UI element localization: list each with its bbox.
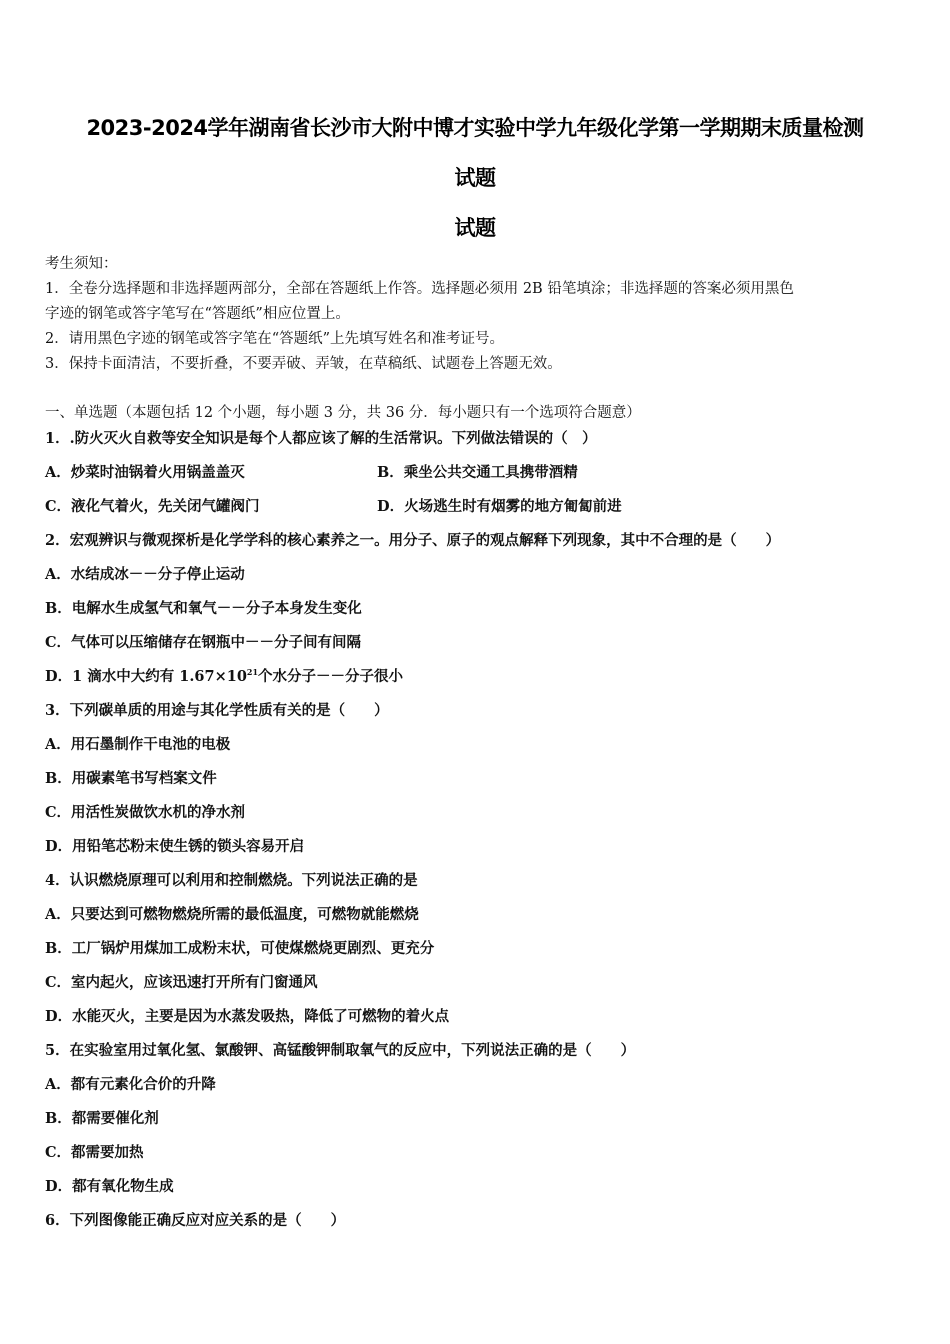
question-stem: 5．在实验室用过氧化氢、氯酸钾、高锰酸钾制取氧气的反应中，下列说法正确的是（ ） — [45, 1042, 636, 1059]
option-a: A．炒菜时油锅着火用锅盖盖灭 — [45, 464, 245, 481]
option-a: A．都有元素化合价的升降 — [45, 1076, 216, 1093]
option-b: B．乘坐公共交通工具携带酒精 — [377, 464, 578, 481]
option-b: B．都需要催化剂 — [45, 1110, 159, 1127]
option-d-exponent: 21 — [246, 667, 259, 678]
option-a: A．水结成冰－－分子停止运动 — [45, 566, 245, 583]
option-c: C．室内起火，应该迅速打开所有门窗通风 — [45, 974, 318, 991]
option-c: C．液化气着火，先关闭气罐阀门 — [45, 498, 260, 515]
option-d: D．用铅笔芯粉末使生锈的锁头容易开启 — [45, 838, 305, 855]
option-c: C．用活性炭做饮水机的净水剂 — [45, 804, 246, 821]
option-d: D．水能灭火，主要是因为水蒸发吸热，降低了可燃物的着火点 — [45, 1008, 450, 1025]
question-stem: 1．.防火灭火自救等安全知识是每个人都应该了解的生活常识。下列做法错误的（ ） — [45, 430, 597, 447]
option-d — [45, 665, 403, 686]
notice-item: 3．保持卡面清洁，不要折叠，不要弄破、弄皱，在草稿纸、试题卷上答题无效。 — [45, 356, 562, 372]
question-stem: 6．下列图像能正确反应对应关系的是（ ） — [45, 1212, 346, 1229]
option-c: C．都需要加热 — [45, 1144, 144, 1161]
option-d-prefix: D．1 滴水中大约有 1.67×10 — [45, 668, 247, 685]
exam-subtitle: 试题 — [454, 216, 496, 240]
exam-title: 2023-2024学年湖南省长沙市大附中博才实验中学九年级化学第一学期期末质量检测 — [86, 116, 864, 140]
option-a: A．只要达到可燃物燃烧所需的最低温度，可燃物就能燃烧 — [45, 906, 419, 923]
option-c: C．气体可以压缩储存在钢瓶中－－分子间有间隔 — [45, 634, 362, 651]
option-d: D．火场逃生时有烟雾的地方匍匐前进 — [377, 498, 622, 515]
notice-item: 1．全卷分选择题和非选择题两部分，全部在答题纸上作答。选择题必须用 2B 铅笔填涂；非选择题的答案必须用黑色 — [45, 281, 794, 297]
question-stem: 2．宏观辨识与微观探析是化学学科的核心素养之一。用分子、原子的观点解释下列现象，其中不合理的是（ ） — [45, 532, 781, 549]
section-heading: 一、单选题（本题包括 12 个小题，每小题 3 分，共 36 分．每小题只有一个选项符合题意） — [45, 405, 641, 421]
option-b: B．工厂锅炉用煤加工成粉末状，可使煤燃烧更剧烈、更充分 — [45, 940, 435, 957]
exam-title-line2: 试题 — [454, 166, 496, 190]
notice-item: 字迹的钢笔或答字笔写在“答题纸”相应位置上。 — [45, 306, 350, 322]
question-stem: 4．认识燃烧原理可以利用和控制燃烧。下列说法正确的是 — [45, 872, 418, 889]
option-d: D．都有氧化物生成 — [45, 1178, 174, 1195]
option-b: B．用碳素笔书写档案文件 — [45, 770, 217, 787]
notice-heading: 考生须知： — [45, 256, 118, 272]
notice-item: 2．请用黑色字迹的钢笔或答字笔在“答题纸”上先填写姓名和准考证号。 — [45, 331, 505, 347]
option-b: B．电解水生成氢气和氧气－－分子本身发生变化 — [45, 600, 362, 617]
option-d-suffix: 个水分子－－分子很小 — [258, 668, 404, 685]
question-stem: 3．下列碳单质的用途与其化学性质有关的是（ ） — [45, 702, 389, 719]
option-a: A．用石墨制作干电池的电极 — [45, 736, 231, 753]
